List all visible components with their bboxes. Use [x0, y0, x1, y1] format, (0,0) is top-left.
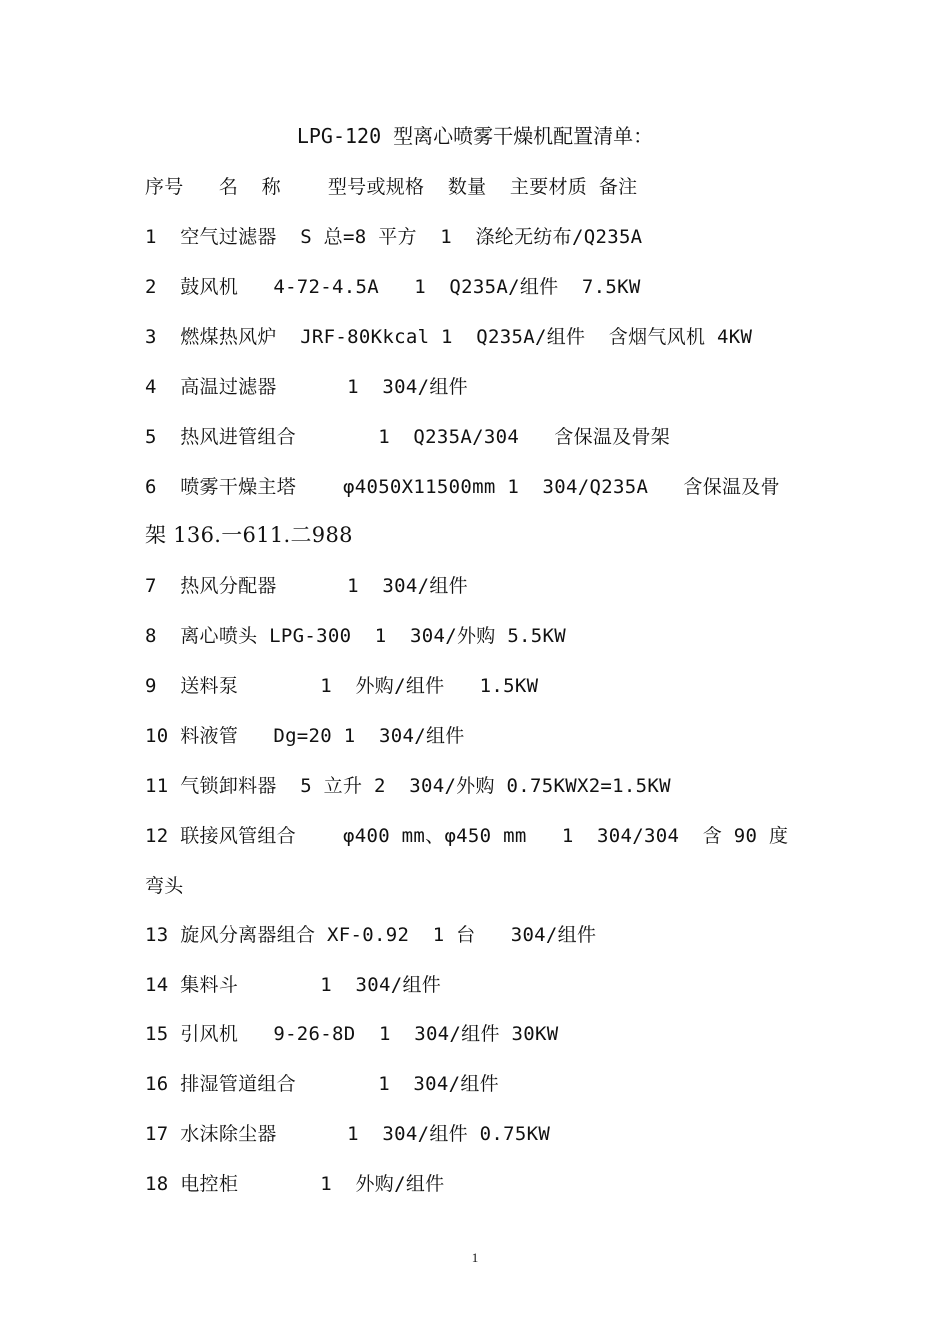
- list-item: 12 联接风管组合 φ400 mm、φ450 mm 1 304/304 含 90 度: [145, 825, 789, 847]
- list-item: 4 高温过滤器 1 304/组件: [145, 376, 468, 398]
- list-item-continuation: 架 136.一611.二988: [145, 523, 353, 547]
- list-item-continuation: 弯头: [145, 875, 184, 897]
- list-item: 10 料液管 Dg=20 1 304/组件: [145, 725, 465, 747]
- list-item: 9 送料泵 1 外购/组件 1.5KW: [145, 675, 539, 697]
- page-number: 1: [471, 1250, 479, 1265]
- list-item: 15 引风机 9-26-8D 1 304/组件 30KW: [145, 1023, 559, 1045]
- list-item: 3 燃煤热风炉 JRF-80Kkcal 1 Q235A/组件 含烟气风机 4KW: [145, 326, 753, 348]
- list-item: 11 气锁卸料器 5 立升 2 304/外购 0.75KWX2=1.5KW: [145, 775, 671, 797]
- list-item: 7 热风分配器 1 304/组件: [145, 575, 468, 597]
- list-item: 5 热风进管组合 1 Q235A/304 含保温及骨架: [145, 426, 671, 448]
- list-item: 17 水沫除尘器 1 304/组件 0.75KW: [145, 1123, 551, 1145]
- list-item: 13 旋风分离器组合 XF-0.92 1 台 304/组件: [145, 924, 597, 946]
- list-item: 16 排湿管道组合 1 304/组件: [145, 1073, 499, 1095]
- list-item: 1 空气过滤器 S 总=8 平方 1 涤纶无纺布/Q235A: [145, 226, 643, 248]
- table-header-row: 序号 名 称 型号或规格 数量 主要材质 备注: [145, 176, 638, 198]
- list-item: 8 离心喷头 LPG-300 1 304/外购 5.5KW: [145, 625, 567, 647]
- document-title: LPG-120 型离心喷雾干燥机配置清单：: [296, 124, 654, 148]
- list-item: 2 鼓风机 4-72-4.5A 1 Q235A/组件 7.5KW: [145, 276, 641, 298]
- list-item: 18 电控柜 1 外购/组件: [145, 1173, 445, 1195]
- list-item: 14 集料斗 1 304/组件: [145, 974, 442, 996]
- list-item: 6 喷雾干燥主塔 φ4050X11500mm 1 304/Q235A 含保温及骨: [145, 476, 780, 498]
